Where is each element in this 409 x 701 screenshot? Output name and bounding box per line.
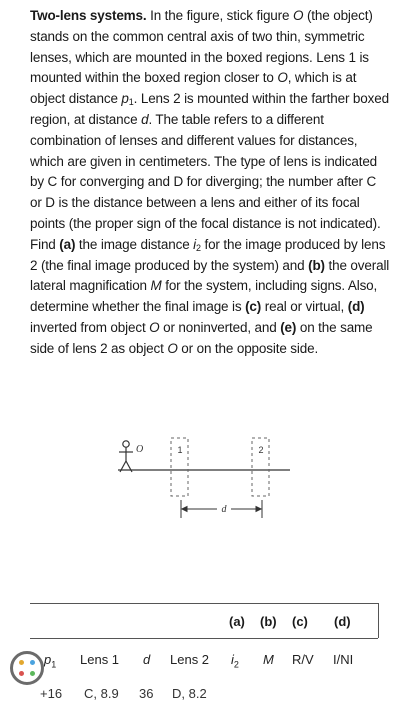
text-run: real or virtual, — [261, 299, 348, 315]
table-right-edge — [378, 603, 379, 638]
col-lens1: Lens 1 — [80, 652, 120, 667]
col-M: M — [263, 652, 274, 667]
problem-text — [30, 6, 390, 360]
header-c: (c) — [292, 614, 308, 629]
subscript: 2 — [196, 242, 201, 253]
cell-lens2: D, 8.2 — [172, 686, 207, 701]
cell-d: 36 — [139, 686, 154, 701]
part-c: (c) — [245, 299, 262, 315]
col-rv: R/V — [292, 652, 314, 667]
var-i: i — [193, 236, 197, 252]
text-run: on the same side of lens 2 as object — [30, 319, 373, 356]
col-p-var: p — [44, 652, 52, 667]
col-i-sub: 2 — [233, 659, 239, 670]
part-e: (e) — [280, 319, 297, 335]
cell-lens1: C, 8.9 — [84, 686, 119, 701]
var-M: M — [150, 278, 162, 294]
text-run: for the system, including signs. Also, determine whether the final image is — [30, 278, 378, 315]
avatar-dot — [30, 671, 35, 676]
var-O: O — [292, 8, 304, 23]
lens-2-label: 2 — [258, 445, 264, 455]
col-d: d — [143, 652, 151, 667]
part-b: (b) — [308, 257, 325, 273]
text-run: , which is at object distance — [30, 70, 357, 107]
var-p: p — [121, 91, 129, 107]
table-mid-rule — [30, 638, 378, 639]
header-b: (b) — [260, 614, 277, 629]
text-run: . The table refers to a different combination of lenses and different values for distances, which are given in centimeters. The type of lens is indicated by C for converging and D for diverging; the number after C or D is the distance between a lens and either of its focal points (the proper sign of the focal distance is not indicated). Find — [30, 111, 381, 252]
data-table — [0, 600, 409, 700]
lens-diagram — [0, 428, 409, 528]
stick-figure-icon — [119, 441, 133, 472]
var-O: O — [277, 70, 288, 86]
header-a: (a) — [229, 614, 245, 629]
col-i-var: i — [231, 652, 234, 667]
col-lens2: Lens 2 — [170, 652, 210, 667]
col-p-sub: 1 — [51, 659, 57, 670]
text-run: the image distance — [75, 236, 194, 252]
var-d: d — [141, 111, 149, 127]
text-run: (the object) stands on the common central axis of two thin, symmetric lenses, which are mounted in the boxed regions. Lens 1 is mounted within the boxed region closer to — [30, 8, 373, 86]
avatar-dot — [19, 660, 24, 665]
text-run: . Lens 2 is mounted within the farther boxed region, at distance — [30, 91, 389, 127]
text-run: or noninverted, and — [159, 319, 281, 335]
var-O: O — [149, 319, 160, 335]
text-run: inverted from object — [30, 319, 150, 335]
col-ini: I/NI — [333, 652, 354, 667]
avatar-dot — [30, 660, 35, 665]
text-run: for the image produced by lens 2 (the final image produced by the system) and — [30, 236, 386, 273]
cell-p1: +16 — [40, 686, 63, 701]
lens-1-label: 1 — [177, 445, 183, 455]
table-top-rule — [30, 603, 378, 604]
text-run: or on the opposite side. — [177, 340, 319, 356]
col-i2 — [231, 652, 239, 670]
object-label: O — [136, 444, 144, 455]
avatar-dot — [19, 671, 24, 676]
header-d: (d) — [334, 614, 351, 629]
part-a: (a) — [59, 236, 76, 252]
problem-title: Two-lens systems. — [30, 8, 147, 23]
part-d: (d) — [347, 299, 365, 315]
distance-label: d — [221, 504, 227, 515]
var-O: O — [167, 340, 178, 356]
text-run: In the figure, stick figure — [146, 8, 293, 23]
col-p1 — [44, 652, 56, 670]
subscript: 1 — [128, 97, 134, 108]
avatar-icon[interactable] — [10, 651, 44, 685]
text-run: the overall lateral magnification — [30, 257, 390, 294]
